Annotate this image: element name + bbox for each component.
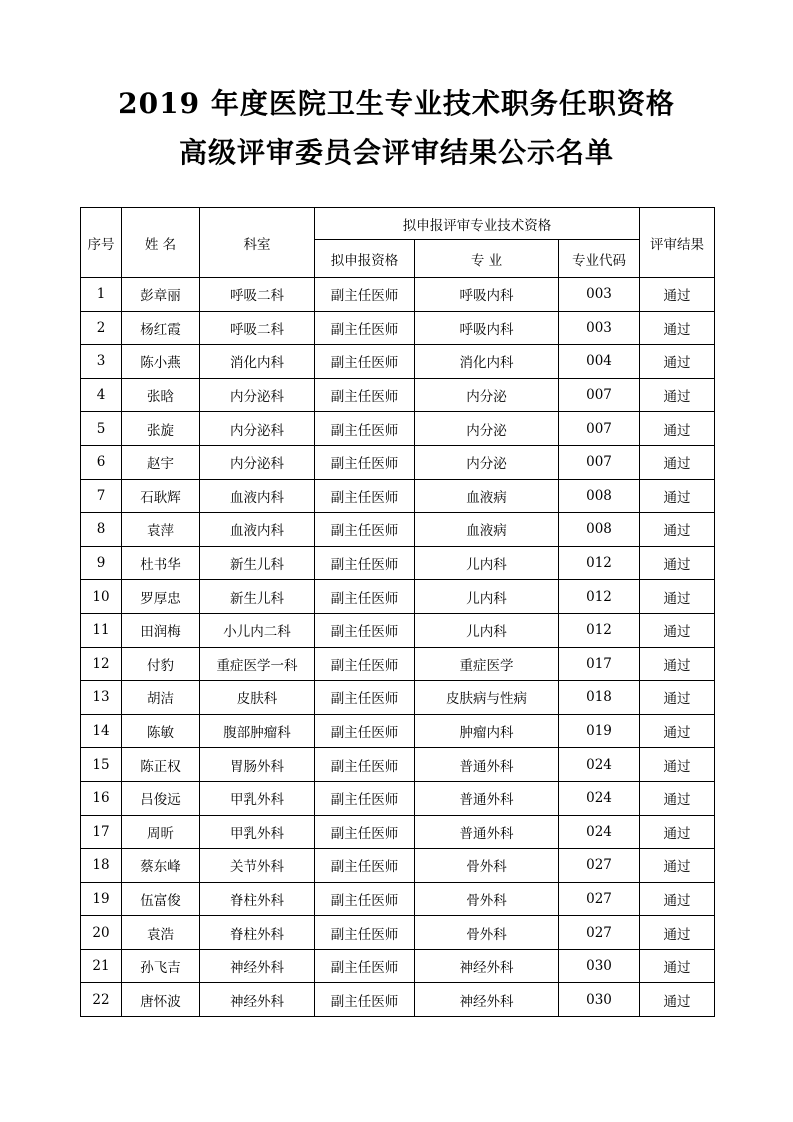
cell-seq: 10 [81, 580, 122, 614]
cell-major: 重症医学 [415, 647, 559, 681]
cell-result: 通过 [640, 613, 715, 647]
cell-seq: 17 [81, 815, 122, 849]
table-row [81, 613, 715, 647]
cell-qualification: 副主任医师 [315, 345, 415, 379]
cell-dept: 新生儿科 [200, 580, 315, 614]
cell-name: 赵宇 [122, 445, 200, 479]
table-row [81, 882, 715, 916]
cell-major: 儿内科 [415, 613, 559, 647]
results-table-body [81, 278, 715, 1017]
cell-major: 普通外科 [415, 815, 559, 849]
cell-major: 儿内科 [415, 580, 559, 614]
cell-result: 通过 [640, 345, 715, 379]
cell-major: 儿内科 [415, 546, 559, 580]
cell-major-code: 024 [559, 815, 640, 849]
cell-qualification: 副主任医师 [315, 748, 415, 782]
cell-major: 血液病 [415, 513, 559, 547]
table-row [81, 748, 715, 782]
cell-qualification: 副主任医师 [315, 412, 415, 446]
cell-major: 普通外科 [415, 781, 559, 815]
cell-major: 神经外科 [415, 949, 559, 983]
header-dept: 科室 [200, 208, 315, 278]
cell-dept: 内分泌科 [200, 378, 315, 412]
cell-dept: 甲乳外科 [200, 815, 315, 849]
cell-major: 肿瘤内科 [415, 714, 559, 748]
cell-name: 田润梅 [122, 613, 200, 647]
cell-seq: 8 [81, 513, 122, 547]
table-row [81, 949, 715, 983]
cell-seq: 13 [81, 681, 122, 715]
cell-result: 通过 [640, 882, 715, 916]
cell-seq: 16 [81, 781, 122, 815]
cell-seq: 9 [81, 546, 122, 580]
cell-dept: 重症医学一科 [200, 647, 315, 681]
cell-name: 石耿辉 [122, 479, 200, 513]
cell-name: 吕俊远 [122, 781, 200, 815]
table-row [81, 546, 715, 580]
header-seq: 序号 [81, 208, 122, 278]
cell-result: 通过 [640, 445, 715, 479]
cell-dept: 消化内科 [200, 345, 315, 379]
cell-qualification: 副主任医师 [315, 613, 415, 647]
cell-major: 神经外科 [415, 983, 559, 1017]
cell-name: 陈正权 [122, 748, 200, 782]
cell-name: 罗厚忠 [122, 580, 200, 614]
cell-major-code: 004 [559, 345, 640, 379]
cell-dept: 血液内科 [200, 513, 315, 547]
cell-seq: 4 [81, 378, 122, 412]
cell-dept: 脊柱外科 [200, 916, 315, 950]
cell-qualification: 副主任医师 [315, 781, 415, 815]
cell-major: 内分泌 [415, 412, 559, 446]
document-title-line-2: 高级评审委员会评审结果公示名单 [178, 136, 614, 169]
cell-seq: 18 [81, 849, 122, 883]
cell-major: 内分泌 [415, 445, 559, 479]
cell-dept: 小儿内二科 [200, 613, 315, 647]
cell-dept: 新生儿科 [200, 546, 315, 580]
table-row [81, 278, 715, 312]
table-row [81, 311, 715, 345]
header-major: 专 业 [415, 240, 559, 278]
cell-result: 通过 [640, 849, 715, 883]
table-row [81, 849, 715, 883]
cell-qualification: 副主任医师 [315, 714, 415, 748]
table-row [81, 580, 715, 614]
cell-name: 孙飞吉 [122, 949, 200, 983]
cell-qualification: 副主任医师 [315, 983, 415, 1017]
cell-name: 陈小燕 [122, 345, 200, 379]
cell-seq: 1 [81, 278, 122, 312]
cell-major: 消化内科 [415, 345, 559, 379]
cell-major-code: 008 [559, 513, 640, 547]
cell-result: 通过 [640, 949, 715, 983]
cell-dept: 内分泌科 [200, 445, 315, 479]
cell-major: 内分泌 [415, 378, 559, 412]
cell-major-code: 030 [559, 949, 640, 983]
table-row [81, 412, 715, 446]
cell-seq: 11 [81, 613, 122, 647]
table-row [81, 647, 715, 681]
header-result: 评审结果 [640, 208, 715, 278]
header-name: 姓 名 [122, 208, 200, 278]
cell-major-code: 003 [559, 311, 640, 345]
cell-dept: 脊柱外科 [200, 882, 315, 916]
cell-result: 通过 [640, 748, 715, 782]
cell-seq: 12 [81, 647, 122, 681]
cell-major: 呼吸内科 [415, 311, 559, 345]
cell-name: 杜书华 [122, 546, 200, 580]
cell-name: 蔡东峰 [122, 849, 200, 883]
cell-dept: 甲乳外科 [200, 781, 315, 815]
cell-major-code: 019 [559, 714, 640, 748]
cell-result: 通过 [640, 681, 715, 715]
cell-name: 陈敏 [122, 714, 200, 748]
cell-name: 彭章丽 [122, 278, 200, 312]
table-row [81, 815, 715, 849]
table-row [81, 781, 715, 815]
cell-result: 通过 [640, 278, 715, 312]
cell-major-code: 008 [559, 479, 640, 513]
cell-major-code: 027 [559, 849, 640, 883]
cell-dept: 关节外科 [200, 849, 315, 883]
cell-qualification: 副主任医师 [315, 882, 415, 916]
cell-result: 通过 [640, 714, 715, 748]
cell-dept: 神经外科 [200, 983, 315, 1017]
cell-qualification: 副主任医师 [315, 681, 415, 715]
document-title-line-1: 2019 年度医院卫生专业技术职务任职资格 [118, 87, 675, 120]
table-row [81, 714, 715, 748]
cell-dept: 腹部肿瘤科 [200, 714, 315, 748]
cell-major-code: 017 [559, 647, 640, 681]
results-table [80, 207, 715, 1017]
cell-dept: 内分泌科 [200, 412, 315, 446]
cell-seq: 2 [81, 311, 122, 345]
cell-seq: 7 [81, 479, 122, 513]
table-row [81, 681, 715, 715]
cell-major-code: 027 [559, 916, 640, 950]
cell-name: 付豹 [122, 647, 200, 681]
cell-dept: 皮肤科 [200, 681, 315, 715]
cell-seq: 6 [81, 445, 122, 479]
cell-major: 普通外科 [415, 748, 559, 782]
cell-major: 骨外科 [415, 849, 559, 883]
header-major-code: 专业代码 [559, 240, 640, 278]
cell-qualification: 副主任医师 [315, 479, 415, 513]
cell-qualification: 副主任医师 [315, 815, 415, 849]
cell-result: 通过 [640, 815, 715, 849]
cell-major: 呼吸内科 [415, 278, 559, 312]
cell-seq: 14 [81, 714, 122, 748]
cell-major-code: 007 [559, 445, 640, 479]
cell-major-code: 007 [559, 412, 640, 446]
cell-result: 通过 [640, 513, 715, 547]
cell-qualification: 副主任医师 [315, 647, 415, 681]
cell-major: 血液病 [415, 479, 559, 513]
cell-qualification: 副主任医师 [315, 278, 415, 312]
table-row [81, 445, 715, 479]
table-row [81, 345, 715, 379]
cell-seq: 22 [81, 983, 122, 1017]
cell-result: 通过 [640, 647, 715, 681]
cell-major: 骨外科 [415, 916, 559, 950]
cell-dept: 胃肠外科 [200, 748, 315, 782]
cell-result: 通过 [640, 378, 715, 412]
table-row [81, 378, 715, 412]
cell-major: 骨外科 [415, 882, 559, 916]
cell-name: 周昕 [122, 815, 200, 849]
cell-result: 通过 [640, 781, 715, 815]
cell-qualification: 副主任医师 [315, 849, 415, 883]
cell-major-code: 030 [559, 983, 640, 1017]
cell-result: 通过 [640, 479, 715, 513]
cell-seq: 3 [81, 345, 122, 379]
cell-major-code: 012 [559, 546, 640, 580]
cell-result: 通过 [640, 412, 715, 446]
cell-major-code: 012 [559, 580, 640, 614]
cell-name: 伍富俊 [122, 882, 200, 916]
cell-major-code: 024 [559, 748, 640, 782]
cell-qualification: 副主任医师 [315, 949, 415, 983]
cell-major: 皮肤病与性病 [415, 681, 559, 715]
cell-major-code: 027 [559, 882, 640, 916]
cell-dept: 神经外科 [200, 949, 315, 983]
cell-major-code: 012 [559, 613, 640, 647]
cell-qualification: 副主任医师 [315, 580, 415, 614]
cell-name: 张旋 [122, 412, 200, 446]
cell-qualification: 副主任医师 [315, 546, 415, 580]
header-qualification: 拟申报资格 [315, 240, 415, 278]
cell-qualification: 副主任医师 [315, 311, 415, 345]
table-row [81, 479, 715, 513]
cell-name: 袁萍 [122, 513, 200, 547]
table-row [81, 513, 715, 547]
cell-seq: 19 [81, 882, 122, 916]
cell-result: 通过 [640, 580, 715, 614]
table-row [81, 916, 715, 950]
cell-name: 杨红霞 [122, 311, 200, 345]
cell-major-code: 003 [559, 278, 640, 312]
cell-qualification: 副主任医师 [315, 378, 415, 412]
table-row [81, 983, 715, 1017]
cell-name: 张晗 [122, 378, 200, 412]
cell-result: 通过 [640, 311, 715, 345]
cell-dept: 血液内科 [200, 479, 315, 513]
cell-seq: 5 [81, 412, 122, 446]
cell-seq: 20 [81, 916, 122, 950]
cell-qualification: 副主任医师 [315, 513, 415, 547]
cell-result: 通过 [640, 546, 715, 580]
cell-qualification: 副主任医师 [315, 445, 415, 479]
cell-result: 通过 [640, 983, 715, 1017]
cell-result: 通过 [640, 916, 715, 950]
cell-major-code: 018 [559, 681, 640, 715]
cell-qualification: 副主任医师 [315, 916, 415, 950]
cell-seq: 15 [81, 748, 122, 782]
cell-name: 胡洁 [122, 681, 200, 715]
cell-seq: 21 [81, 949, 122, 983]
header-qualification-group: 拟申报评审专业技术资格 [315, 208, 640, 240]
cell-name: 袁浩 [122, 916, 200, 950]
cell-major-code: 007 [559, 378, 640, 412]
cell-name: 唐怀波 [122, 983, 200, 1017]
cell-major-code: 024 [559, 781, 640, 815]
cell-dept: 呼吸二科 [200, 278, 315, 312]
cell-dept: 呼吸二科 [200, 311, 315, 345]
